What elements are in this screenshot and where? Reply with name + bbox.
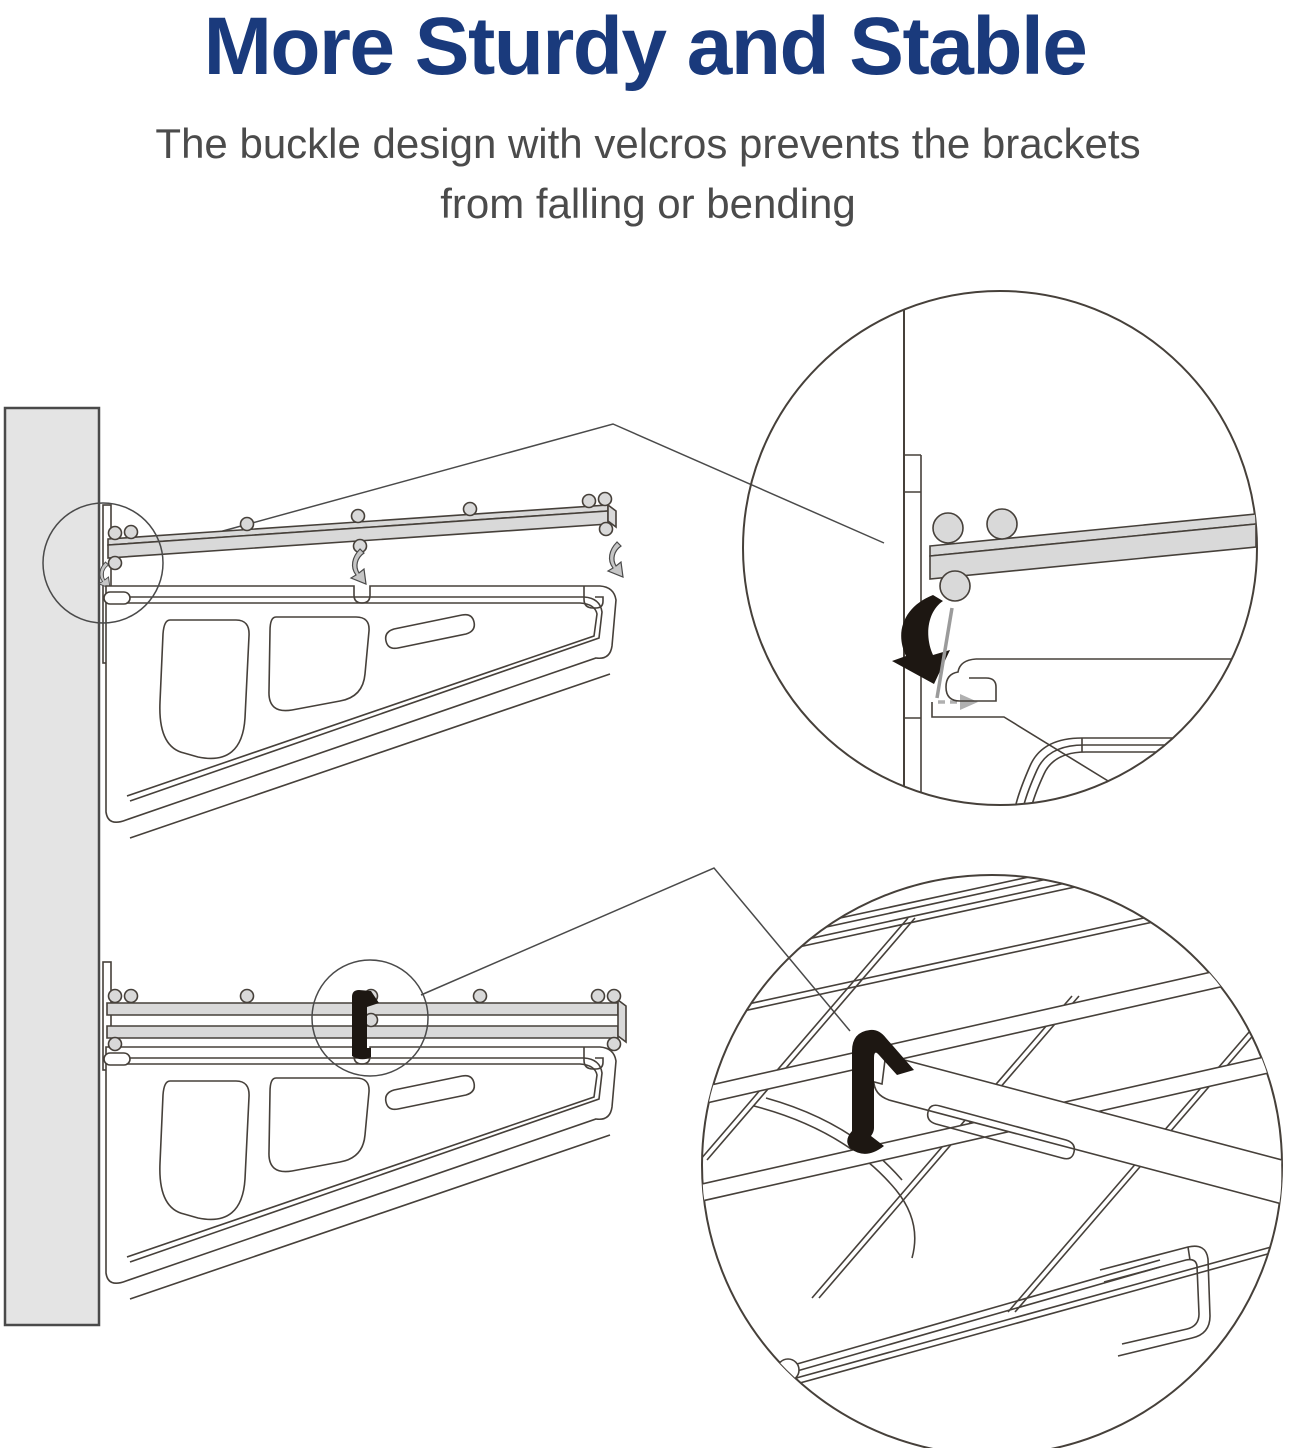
wall-panel: [5, 408, 99, 1325]
subtitle-line-2: from falling or bending: [440, 180, 856, 227]
upper-assembly: [43, 493, 623, 839]
wall-hook-slot: [104, 1053, 130, 1065]
subtitle-line-1: The buckle design with velcros prevents the brackets: [155, 120, 1141, 167]
bracket-detail: [932, 659, 1256, 814]
lower-assembly: [103, 960, 626, 1299]
rail-detail: [930, 509, 1256, 601]
insert-arrow-icon: [351, 549, 366, 584]
upper-detail-content: [892, 291, 1256, 814]
page-title: More Sturdy and Stable: [203, 1, 1087, 92]
slide-right-arrow-icon: [938, 694, 978, 710]
shelf-bracket-upper: [106, 586, 616, 838]
wall-hook-slot: [104, 592, 130, 604]
hang-rod: [702, 1244, 1282, 1410]
shelf-bracket-lower: [106, 1047, 616, 1299]
mounting-rail: [108, 493, 616, 570]
header: [155, 1, 1140, 227]
lower-detail-content: [700, 822, 1282, 1410]
insert-arrow-icon: [608, 542, 623, 577]
pivot-line: [937, 608, 952, 698]
